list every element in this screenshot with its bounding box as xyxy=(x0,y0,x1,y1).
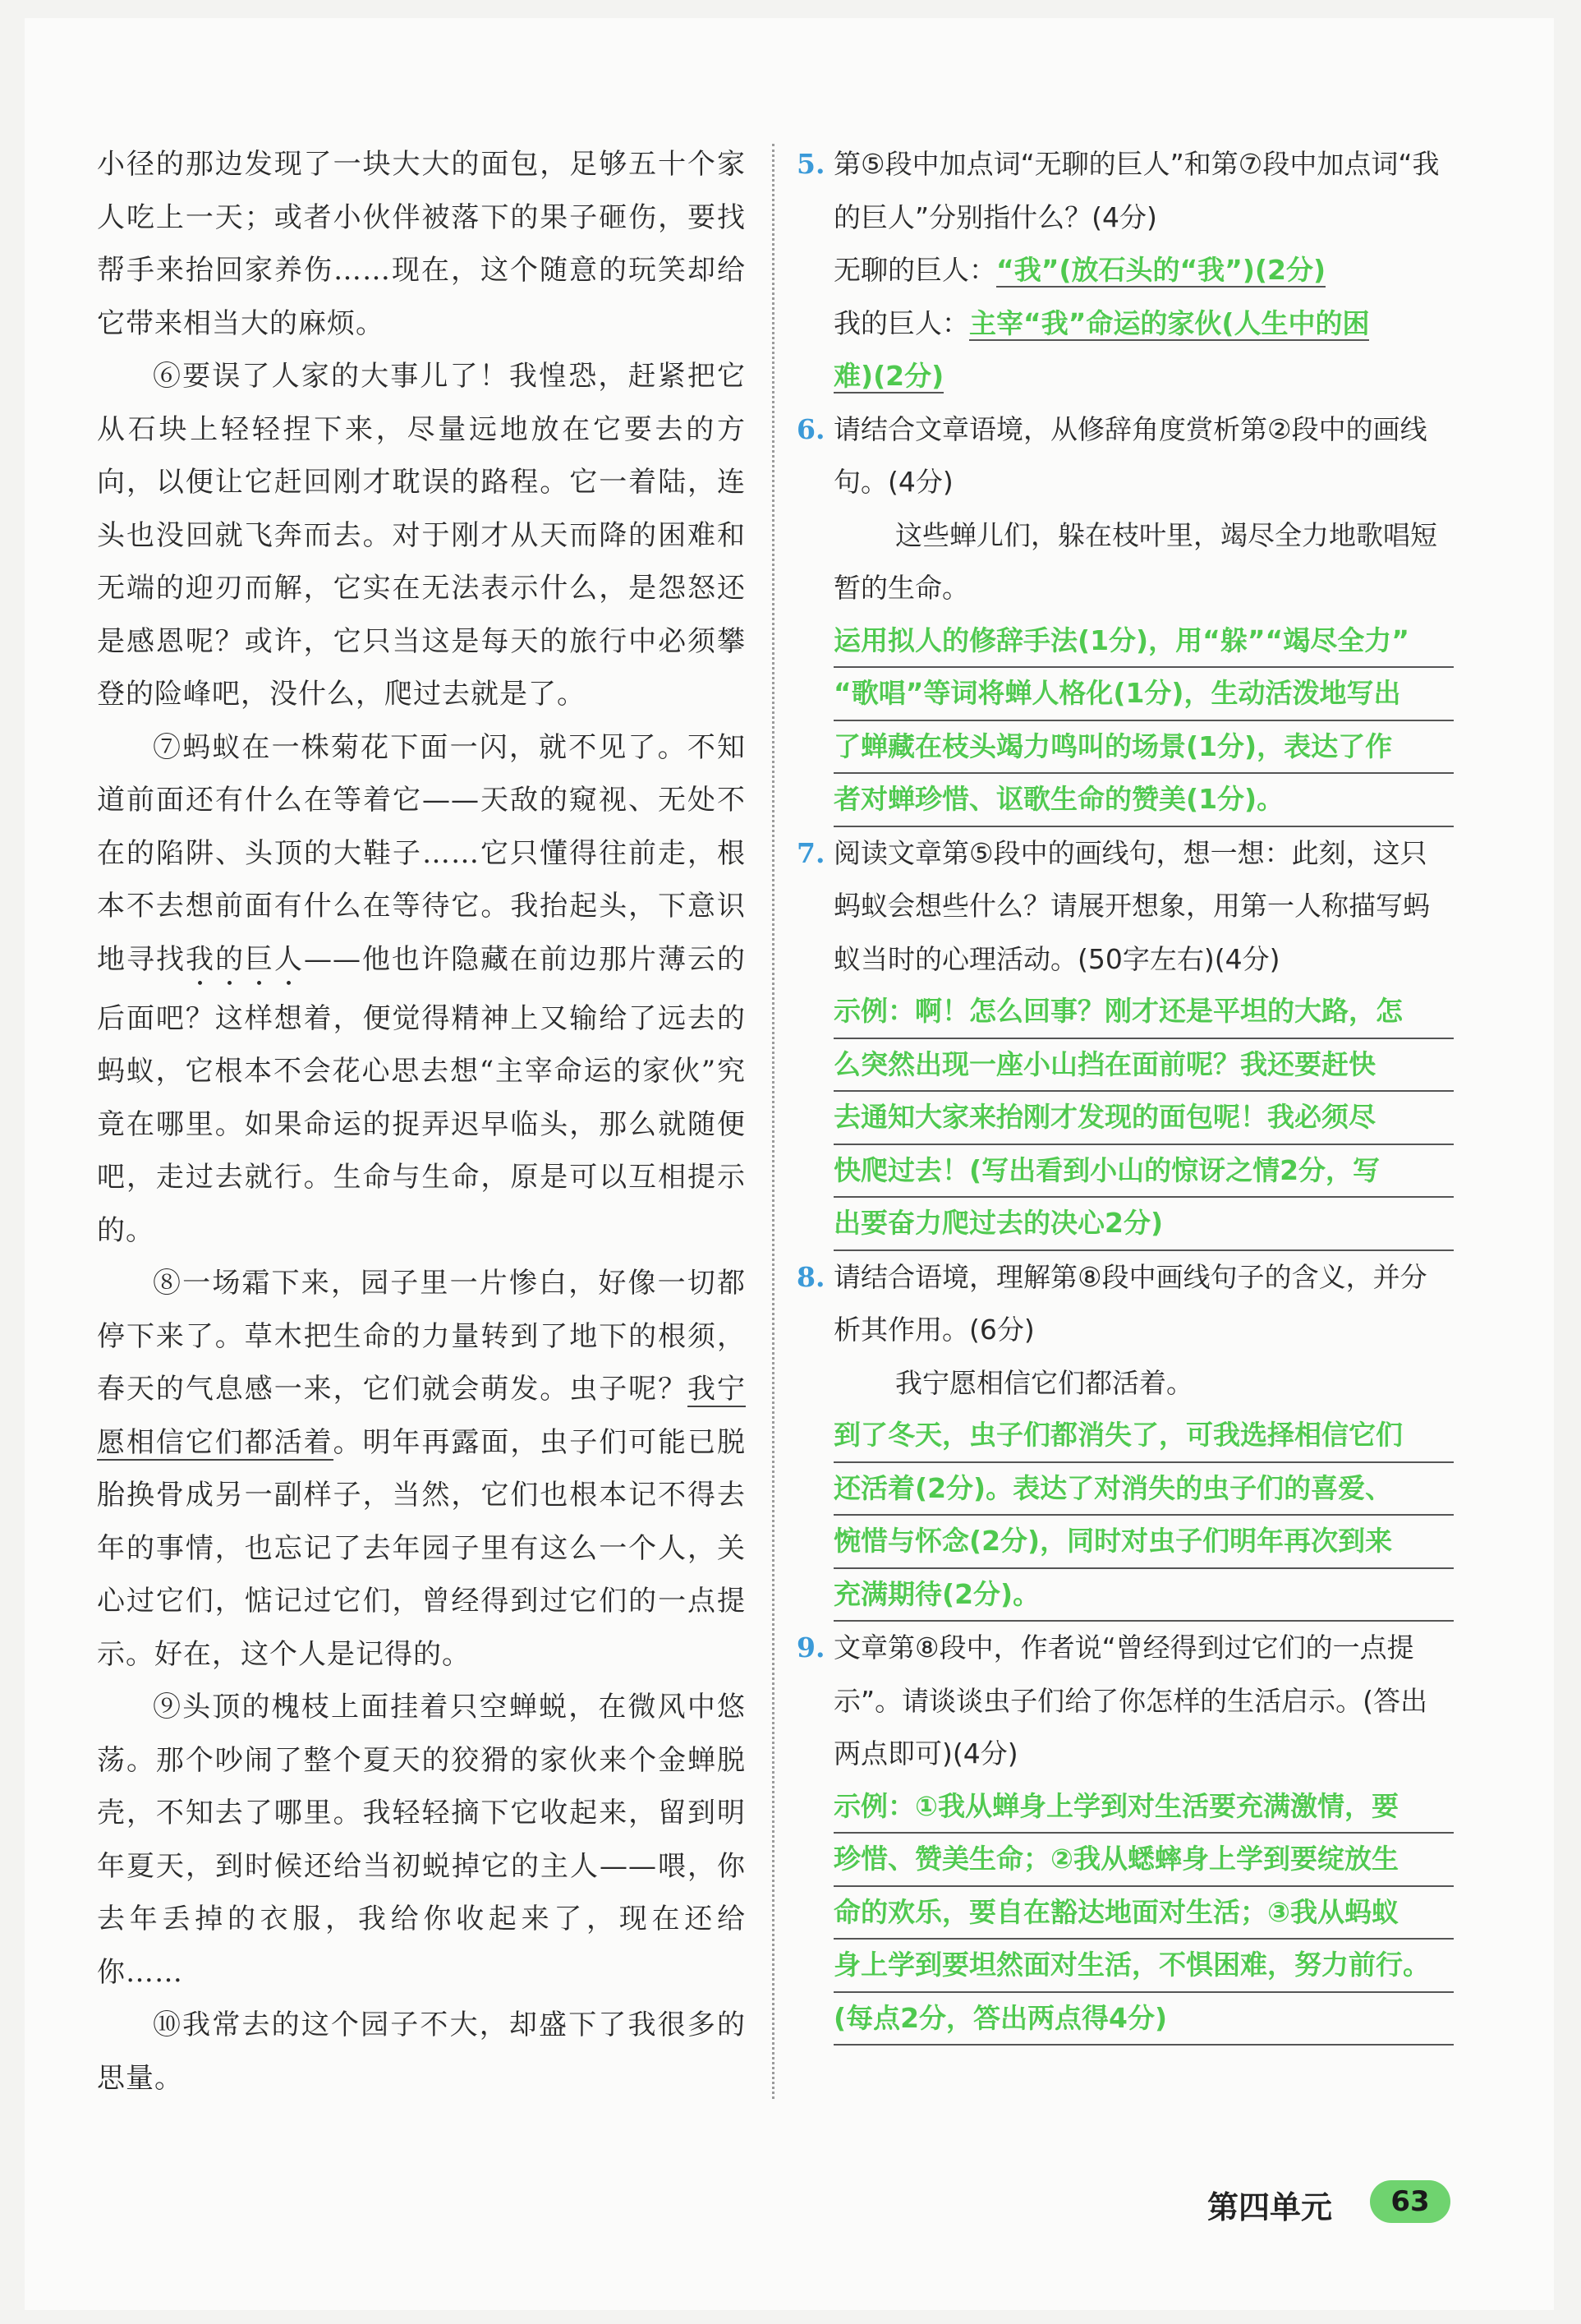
question-text: 文章第⑧段中，作者说“曾经得到过它们的一点提示”。请谈谈虫子们给了你怎样的生活启示。(答出两点即可)(4分) xyxy=(834,1631,1427,1769)
answer-text: 主宰“我”命运的家伙(人生中的困 xyxy=(969,306,1370,339)
question-text: 第⑤段中加点词“无聊的巨人”和第⑦段中加点词“我的巨人”分别指什么？(4分) xyxy=(834,148,1440,233)
question-8 xyxy=(797,1251,1454,1622)
passage-paragraph-6: ⑥要误了人家的大事儿了！我惶恐，赶紧把它从石块上轻轻捏下来，尽量远地放在它要去的方向，以便让它赶回刚才耽误的路程。它一着陆，连头也没回就飞奔而去。对于刚才从天而降的困难和无端的迎刃而解，它实在无法表示什么，是怨怒还是感恩呢？或许，它只当这是每天的旅行中必须攀登的险峰吧，没什么，爬过去就是了。 xyxy=(97,360,746,711)
quoted-sentence: 这些蝉儿们，躲在枝叶里，竭尽全力地歌唱短暂的生命。 xyxy=(834,518,1437,604)
unit-label: 第四单元 xyxy=(1207,2189,1333,2225)
answer-line: 去通知大家来抬刚才发现的面包呢！我必须尽 xyxy=(834,1092,1454,1145)
dotted-word-my-giant: 我的巨人 xyxy=(186,942,304,976)
answer-line: 示例：①我从蝉身上学到对生活要充满激情，要 xyxy=(834,1781,1454,1834)
answer-row xyxy=(834,350,1454,403)
answer-line: “歌唱”等词将蝉人格化(1分)，生动活泼地写出 xyxy=(834,668,1454,721)
answer-line: 示例：啊！怎么回事？刚才还是平坦的大路，怎 xyxy=(834,986,1454,1039)
answer-line: 到了冬天，虫子们都消失了，可我选择相信它们 xyxy=(834,1410,1454,1463)
passage-paragraph-7: ⑦蚂蚁在一株菊花下面一闪，就不见了。不知道前面还有什么在等着它——天敌的窥视、无处不在的陷阱、头顶的大鞋子……它只懂得往前走，根本不去想前面有什么在等待它。我抬起头，下意识地寻找我的巨人——他也许隐藏在前边那片薄云的后面吧？这样想着，便觉得精神上又输给了远去的蚂蚁，它根本不会花心思去想“主宰命运的家伙”究竟在哪里。如果命运的捉弄迟早临头，那么就随便吧，走过去就行。生命与生命，原是可以互相提示的。 xyxy=(97,730,746,1247)
reading-passage xyxy=(97,138,746,2105)
question-text: 阅读文章第⑤段中的画线句，想一想：此刻，这只蚂蚁会想些什么？请展开想象，用第一人称描写蚂蚁当时的心理活动。(50字左右)(4分) xyxy=(834,836,1430,975)
question-number: 5. xyxy=(797,148,825,180)
answer-block xyxy=(834,615,1454,827)
passage-paragraph-8: ⑧一场霜下来，园子里一片惨白，好像一切都停下来了。草木把生命的力量转到了地下的根须，春天的气息感一来，它们就会萌发。虫子呢？我宁愿相信它们都活着。明年再露面，虫子们可能已脱胎换骨成另一副样子，当然，它们也根本记不得去年的事情，也忘记了去年园子里有这么一个人，关心过它们，惦记过它们，曾经得到过它们的一点提示。好在，这个人是记得的。 xyxy=(97,1267,747,1671)
answer-block xyxy=(834,1410,1454,1622)
column-divider xyxy=(772,144,774,2099)
answer-line: 身上学到要坦然面对生活，不惧困难，努力前行。 xyxy=(834,1940,1454,1993)
quoted-sentence: 我宁愿相信它们都活着。 xyxy=(895,1366,1193,1399)
answer-line: 珍惜、赞美生命；②我从蟋蟀身上学到要绽放生 xyxy=(834,1834,1454,1887)
question-7 xyxy=(797,827,1454,1251)
question-number: 7. xyxy=(797,836,825,869)
answer-line: 惋惜与怀念(2分)，同时对虫子们明年再次到来 xyxy=(834,1516,1454,1569)
question-5 xyxy=(797,138,1454,403)
passage-paragraph-9: ⑨头顶的槐枝上面挂着只空蝉蜕，在微风中悠荡。那个吵闹了整个夏天的狡猾的家伙来个金蝉脱壳，不知去了哪里。我轻轻摘下它收起来，留到明年夏天，到时候还给当初蜕掉它的主人——喂，你去年丢掉的衣服，我给你收起来了，现在还给你…… xyxy=(97,1691,746,1989)
question-text: 请结合语境，理解第⑧段中画线句子的含义，并分析其作用。(6分) xyxy=(834,1260,1427,1346)
answer-text: 难)(2分) xyxy=(834,360,944,392)
answer-line: 快爬过去！(写出看到小山的惊讶之情2分，写 xyxy=(834,1145,1454,1199)
answer-line: 了蝉藏在枝头竭力鸣叫的场景(1分)，表达了作 xyxy=(834,721,1454,775)
questions-column xyxy=(797,138,1454,2046)
underlined-sentence: 我宁愿相信它们都活着 xyxy=(97,1373,746,1459)
answer-line: 命的欢乐，要自在豁达地面对生活；③我从蚂蚁 xyxy=(834,1887,1454,1940)
answer-line: 运用拟人的修辞手法(1分)，用“躲”“竭尽全力” xyxy=(834,615,1454,669)
question-number: 6. xyxy=(797,412,825,445)
answer-block xyxy=(834,986,1454,1251)
answer-row: 我的巨人：主宰“我”命运的家伙(人生中的困 xyxy=(834,306,1370,339)
question-6 xyxy=(797,403,1454,827)
answer-row: 无聊的巨人：“我”(放石头的“我”)(2分) xyxy=(834,254,1326,286)
question-number: 9. xyxy=(797,1631,825,1664)
answer-line: 者对蝉珍惜、讴歌生命的赞美(1分)。 xyxy=(834,774,1454,827)
passage-paragraph: 小径的那边发现了一块大大的面包，足够五十个家人吃上一天；或者小伙伴被落下的果子砸伤，要找帮手来抬回家养伤……现在，这个随意的玩笑却给它带来相当大的麻烦。 xyxy=(97,148,746,340)
page-number-badge: 63 xyxy=(1370,2180,1450,2223)
passage-paragraph-10: ⑩我常去的这个园子不大，却盛下了我很多的思量。 xyxy=(97,2009,746,2095)
answer-block xyxy=(834,1781,1454,2046)
answer-text: “我”(放石头的“我”)(2分) xyxy=(996,254,1326,286)
question-9 xyxy=(797,1622,1454,2046)
answer-line: (每点2分，答出两点得4分) xyxy=(834,1993,1454,2046)
answer-line: 还活着(2分)。表达了对消失的虫子们的喜爱、 xyxy=(834,1463,1454,1516)
question-text: 请结合文章语境，从修辞角度赏析第②段中的画线句。(4分) xyxy=(834,412,1427,498)
answer-line: 么突然出现一座小山挡在面前呢？我还要赶快 xyxy=(834,1039,1454,1093)
question-number: 8. xyxy=(797,1260,825,1293)
answer-line: 充满期待(2分)。 xyxy=(834,1569,1454,1622)
answer-line: 出要奋力爬过去的决心2分) xyxy=(834,1198,1454,1251)
